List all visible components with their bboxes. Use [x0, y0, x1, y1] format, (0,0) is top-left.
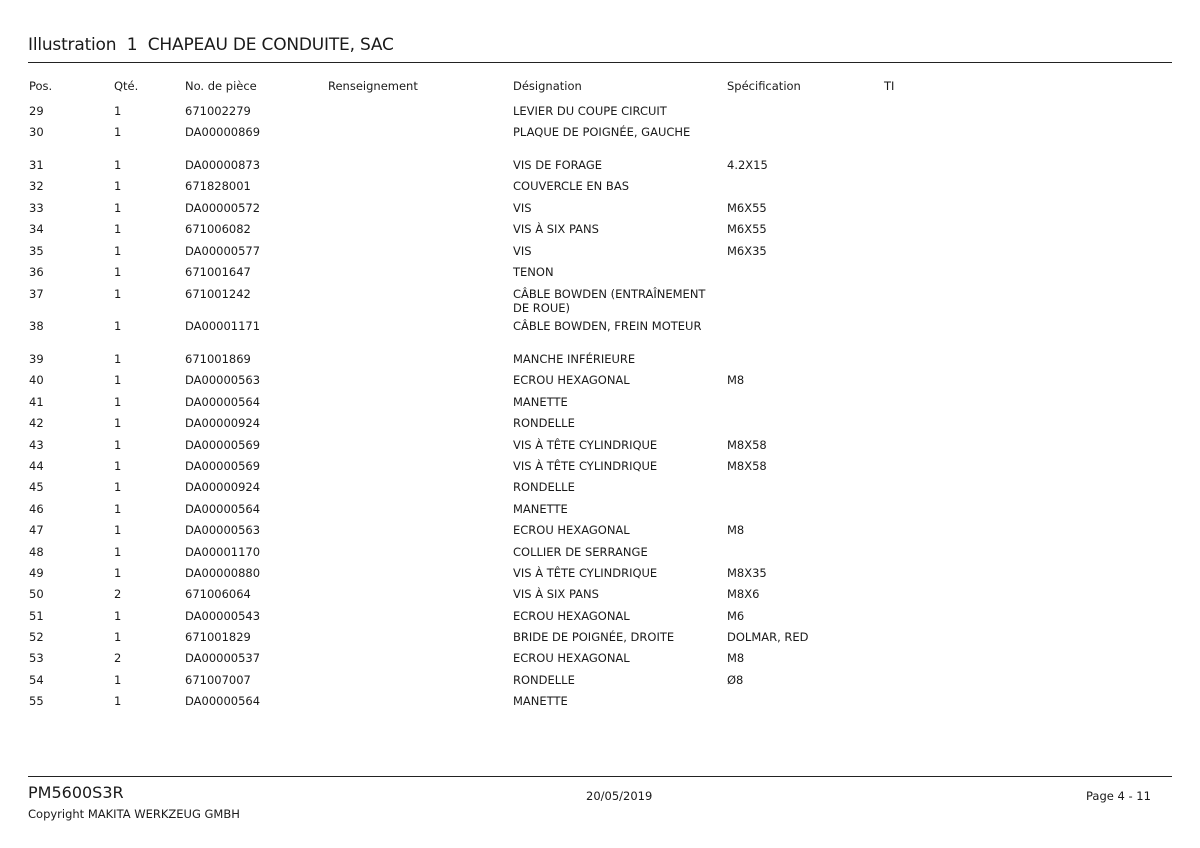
cell-qty: 1	[114, 125, 122, 139]
cell-part-number: DA00000869	[185, 125, 261, 139]
cell-designation: COUVERCLE EN BAS	[513, 179, 629, 193]
table-row	[0, 523, 1200, 539]
table-row	[0, 438, 1200, 454]
cell-specification: M8	[727, 651, 745, 665]
cell-pos: 39	[29, 352, 44, 366]
cell-part-number: DA00000537	[185, 651, 261, 665]
cell-specification: M8X58	[727, 459, 767, 473]
cell-pos: 49	[29, 566, 44, 580]
cell-designation: VIS DE FORAGE	[513, 158, 603, 172]
cell-designation: RONDELLE	[513, 673, 575, 687]
cell-qty: 1	[114, 459, 122, 473]
table-row	[0, 416, 1200, 432]
cell-part-number: DA00000564	[185, 694, 261, 708]
cell-designation: VIS À TÊTE CYLINDRIQUE	[513, 438, 658, 452]
cell-qty: 1	[114, 179, 122, 193]
table-row	[0, 609, 1200, 625]
cell-qty: 1	[114, 694, 122, 708]
table-row	[0, 158, 1200, 174]
cell-qty: 1	[114, 158, 122, 172]
cell-pos: 35	[29, 244, 44, 258]
cell-qty: 1	[114, 222, 122, 236]
cell-part-number: 671001647	[185, 265, 251, 279]
cell-part-number: DA00000572	[185, 201, 261, 215]
cell-pos: 34	[29, 222, 44, 236]
page-number: Page 4 - 11	[1086, 789, 1151, 803]
column-header-part-number: No. de pièce	[185, 79, 257, 93]
cell-pos: 52	[29, 630, 44, 644]
cell-pos: 40	[29, 373, 44, 387]
cell-part-number: 671002279	[185, 104, 251, 118]
cell-qty: 1	[114, 287, 122, 301]
cell-pos: 46	[29, 502, 44, 516]
cell-specification: Ø8	[727, 673, 744, 687]
cell-designation: PLAQUE DE POIGNÉE, GAUCHE	[513, 125, 691, 139]
cell-qty: 1	[114, 319, 122, 333]
cell-pos: 50	[29, 587, 44, 601]
cell-qty: 1	[114, 352, 122, 366]
cell-specification: 4.2X15	[727, 158, 768, 172]
table-row	[0, 545, 1200, 561]
cell-part-number: 671006064	[185, 587, 251, 601]
cell-designation: CÂBLE BOWDEN, FREIN MOTEUR	[513, 319, 702, 333]
cell-designation: MANETTE	[513, 502, 568, 516]
table-row	[0, 104, 1200, 120]
column-header-info: Renseignement	[328, 79, 418, 93]
cell-qty: 1	[114, 265, 122, 279]
cell-qty: 1	[114, 244, 122, 258]
cell-designation: MANETTE	[513, 694, 568, 708]
cell-designation: ECROU HEXAGONAL	[513, 651, 630, 665]
cell-pos: 45	[29, 480, 44, 494]
header-divider	[28, 62, 1172, 63]
cell-designation: VIS	[513, 244, 532, 258]
cell-designation: VIS À SIX PANS	[513, 222, 599, 236]
cell-part-number: DA00000577	[185, 244, 261, 258]
cell-qty: 1	[114, 630, 122, 644]
cell-part-number: 671828001	[185, 179, 251, 193]
cell-designation: RONDELLE	[513, 416, 575, 430]
cell-designation: MANCHE INFÉRIEURE	[513, 352, 636, 366]
cell-qty: 2	[114, 651, 122, 665]
table-row	[0, 587, 1200, 603]
cell-qty: 1	[114, 673, 122, 687]
cell-pos: 36	[29, 265, 44, 279]
cell-part-number: 671001869	[185, 352, 251, 366]
cell-specification: M8X35	[727, 566, 767, 580]
cell-part-number: DA00000564	[185, 502, 261, 516]
cell-designation: ECROU HEXAGONAL	[513, 373, 630, 387]
cell-qty: 1	[114, 104, 122, 118]
table-row	[0, 566, 1200, 582]
copyright-text: Copyright MAKITA WERKZEUG GMBH	[28, 807, 240, 821]
page-title: Illustration 1 CHAPEAU DE CONDUITE, SAC	[28, 35, 394, 55]
table-row	[0, 244, 1200, 260]
model-number: PM5600S3R	[28, 783, 124, 802]
cell-specification: DOLMAR, RED	[727, 630, 809, 644]
cell-part-number: DA00000563	[185, 523, 261, 537]
cell-pos: 37	[29, 287, 44, 301]
cell-pos: 44	[29, 459, 44, 473]
table-row	[0, 502, 1200, 518]
cell-part-number: DA00000563	[185, 373, 261, 387]
cell-pos: 47	[29, 523, 44, 537]
cell-qty: 1	[114, 609, 122, 623]
cell-part-number: DA00000924	[185, 480, 261, 494]
cell-part-number: 671006082	[185, 222, 251, 236]
cell-part-number: DA00000569	[185, 459, 261, 473]
cell-qty: 1	[114, 438, 122, 452]
cell-qty: 1	[114, 545, 122, 559]
table-row	[0, 319, 1200, 335]
cell-designation: VIS	[513, 201, 532, 215]
cell-specification: M6X55	[727, 222, 767, 236]
table-row	[0, 459, 1200, 475]
cell-designation: CÂBLE BOWDEN (ENTRAÎNEMENT DE ROUE)	[513, 287, 706, 315]
table-row	[0, 222, 1200, 238]
cell-specification: M6	[727, 609, 745, 623]
column-header-qty: Qté.	[114, 79, 139, 93]
column-header-pos: Pos.	[29, 79, 53, 93]
cell-designation: ECROU HEXAGONAL	[513, 609, 630, 623]
cell-part-number: DA00000569	[185, 438, 261, 452]
cell-pos: 32	[29, 179, 44, 193]
column-header-designation: Désignation	[513, 79, 582, 93]
table-row	[0, 673, 1200, 689]
cell-designation: ECROU HEXAGONAL	[513, 523, 630, 537]
cell-designation: RONDELLE	[513, 480, 575, 494]
table-row	[0, 201, 1200, 217]
table-row	[0, 480, 1200, 496]
table-row	[0, 373, 1200, 389]
cell-part-number: 671001829	[185, 630, 251, 644]
cell-qty: 1	[114, 373, 122, 387]
cell-pos: 33	[29, 201, 44, 215]
cell-part-number: 671001242	[185, 287, 251, 301]
table-row	[0, 694, 1200, 710]
cell-pos: 41	[29, 395, 44, 409]
cell-qty: 2	[114, 587, 122, 601]
column-header-ti: TI	[884, 79, 895, 93]
cell-pos: 38	[29, 319, 44, 333]
cell-pos: 42	[29, 416, 44, 430]
cell-qty: 1	[114, 480, 122, 494]
cell-designation: VIS À TÊTE CYLINDRIQUE	[513, 459, 658, 473]
table-row	[0, 630, 1200, 646]
cell-part-number: DA00000880	[185, 566, 261, 580]
cell-designation: TENON	[513, 265, 554, 279]
table-row	[0, 125, 1200, 141]
cell-specification: M8X58	[727, 438, 767, 452]
column-header-specification: Spécification	[727, 79, 801, 93]
cell-part-number: DA00000564	[185, 395, 261, 409]
cell-designation: BRIDE DE POIGNÉE, DROITE	[513, 630, 675, 644]
table-row	[0, 651, 1200, 667]
cell-designation: COLLIER DE SERRANGE	[513, 545, 648, 559]
table-row	[0, 265, 1200, 281]
cell-pos: 31	[29, 158, 44, 172]
table-row	[0, 287, 1200, 315]
cell-pos: 54	[29, 673, 44, 687]
table-row	[0, 352, 1200, 368]
cell-pos: 43	[29, 438, 44, 452]
table-row	[0, 179, 1200, 195]
cell-specification: M8	[727, 523, 745, 537]
cell-qty: 1	[114, 502, 122, 516]
cell-specification: M8X6	[727, 587, 760, 601]
cell-pos: 53	[29, 651, 44, 665]
cell-designation: VIS À TÊTE CYLINDRIQUE	[513, 566, 658, 580]
cell-part-number: DA00000543	[185, 609, 261, 623]
cell-specification: M8	[727, 373, 745, 387]
cell-pos: 55	[29, 694, 44, 708]
cell-qty: 1	[114, 201, 122, 215]
cell-designation: LEVIER DU COUPE CIRCUIT	[513, 104, 667, 118]
cell-qty: 1	[114, 416, 122, 430]
cell-specification: M6X35	[727, 244, 767, 258]
cell-pos: 51	[29, 609, 44, 623]
document-date: 20/05/2019	[586, 789, 653, 803]
cell-designation: VIS À SIX PANS	[513, 587, 599, 601]
cell-qty: 1	[114, 523, 122, 537]
cell-designation: MANETTE	[513, 395, 568, 409]
cell-part-number: DA00000873	[185, 158, 261, 172]
cell-qty: 1	[114, 566, 122, 580]
cell-pos: 48	[29, 545, 44, 559]
cell-pos: 29	[29, 104, 44, 118]
cell-qty: 1	[114, 395, 122, 409]
cell-part-number: 671007007	[185, 673, 251, 687]
cell-pos: 30	[29, 125, 44, 139]
cell-specification: M6X55	[727, 201, 767, 215]
cell-part-number: DA00001170	[185, 545, 261, 559]
cell-part-number: DA00000924	[185, 416, 261, 430]
table-row	[0, 395, 1200, 411]
footer-divider	[28, 776, 1172, 777]
cell-part-number: DA00001171	[185, 319, 261, 333]
